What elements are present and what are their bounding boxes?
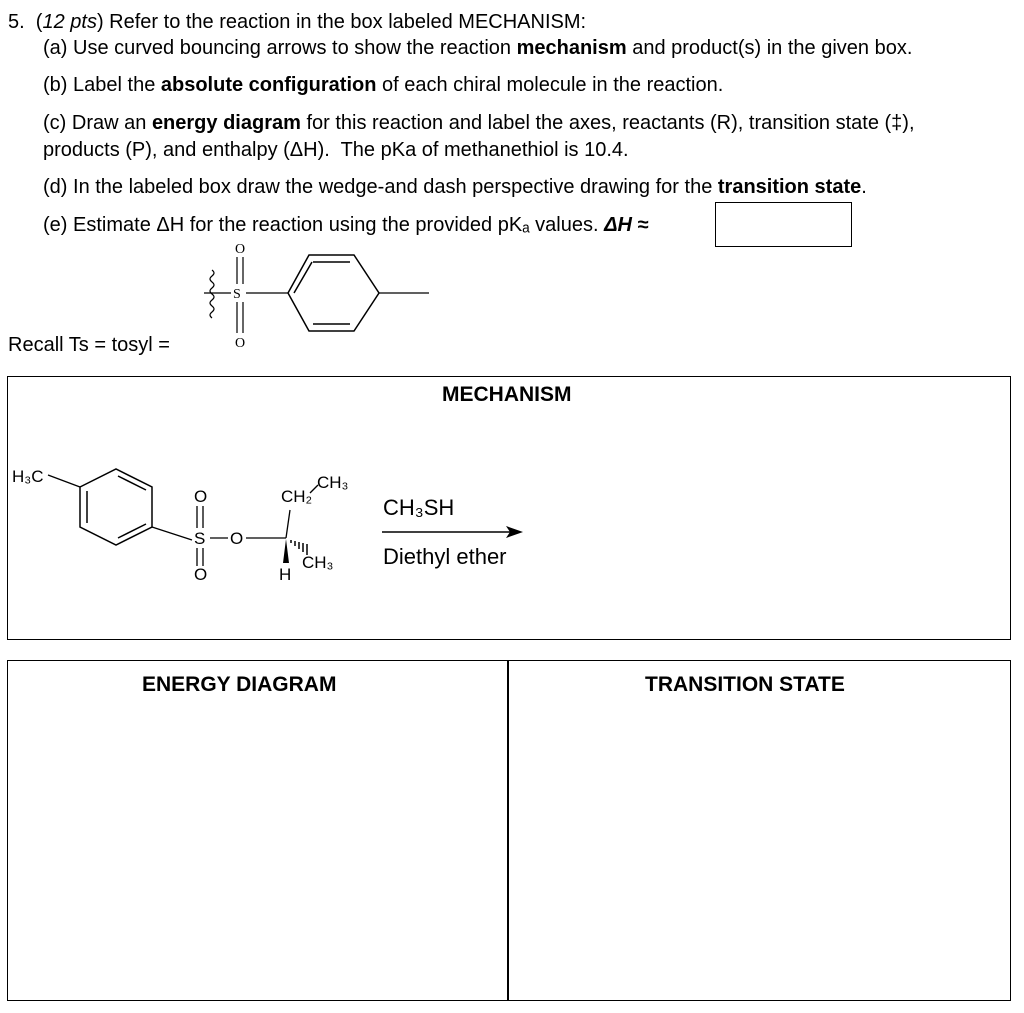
part-a-text-end: and product(s) in the given box. bbox=[632, 37, 913, 59]
part-a-label: (a) bbox=[43, 37, 68, 59]
reactant-ch2-label: CH₂ bbox=[281, 487, 313, 506]
wedge-bond-h bbox=[283, 539, 289, 563]
bond-ring-s bbox=[152, 527, 192, 540]
tosyl-wavy-bond bbox=[210, 270, 214, 318]
part-b-text-end: of each chiral molecule in the reaction. bbox=[382, 74, 724, 96]
energy-diagram-box[interactable] bbox=[7, 660, 509, 1001]
part-a-text: Use curved bouncing arrows to show the reaction bbox=[73, 37, 512, 59]
question-points: 12 pts bbox=[42, 11, 97, 33]
tosyl-benzene-ring bbox=[288, 255, 379, 331]
reactant-h-label: H bbox=[279, 565, 292, 584]
part-b-bold: absolute configuration bbox=[160, 74, 377, 96]
part-c-line2-text: products (P), and enthalpy (ΔH). bbox=[43, 139, 330, 161]
reagent-top: CH₃SH bbox=[383, 495, 455, 520]
reactant-structure bbox=[10, 455, 370, 585]
bond-h3c-ring bbox=[48, 475, 80, 487]
tosyl-recall-label: Recall Ts = tosyl = bbox=[8, 334, 170, 356]
part-a-bold: mechanism bbox=[516, 37, 627, 59]
part-d-text: In the labeled box draw the wedge-and dash perspective drawing for the bbox=[73, 176, 713, 198]
tosyl-atom-o-top: O bbox=[235, 242, 246, 257]
part-e-label: (e) bbox=[43, 214, 68, 236]
tosyl-structure bbox=[190, 240, 450, 350]
part-d-bold: transition state bbox=[717, 176, 862, 198]
delta-h-label: ΔH ≈ bbox=[604, 214, 649, 236]
reactant-benzene-ring bbox=[80, 469, 152, 545]
part-c-label: (c) bbox=[43, 112, 67, 134]
question-line: 5. (12 pts) Refer to the reaction in the box labeled MECHANISM: bbox=[8, 11, 587, 33]
part-c-bold: energy diagram bbox=[151, 112, 301, 134]
energy-diagram-title: ENERGY DIAGRAM bbox=[142, 673, 337, 696]
part-b-label: (b) bbox=[43, 74, 68, 96]
tosyl-atom-s: S bbox=[233, 287, 241, 302]
part-a bbox=[43, 36, 912, 60]
part-e-text: Estimate ΔH for the reaction using the provided pKₐ values. bbox=[73, 214, 599, 236]
transition-state-title: TRANSITION STATE bbox=[645, 673, 845, 696]
part-d-label: (d) bbox=[43, 176, 68, 198]
part-d-period: . bbox=[861, 176, 867, 198]
tosyl-atom-o-bottom: O bbox=[235, 336, 246, 351]
reactant-h3c-label: H₃C bbox=[12, 467, 44, 486]
part-b bbox=[43, 73, 723, 97]
part-d bbox=[43, 175, 867, 199]
reactant-atom-o-link: O bbox=[230, 529, 244, 548]
part-c bbox=[43, 111, 915, 135]
transition-state-box[interactable] bbox=[507, 660, 1011, 1001]
part-c-pka-text: The pKa of methanethiol is 10.4. bbox=[340, 139, 629, 161]
part-e bbox=[43, 213, 649, 237]
reactant-atom-o-top: O bbox=[194, 487, 208, 506]
reactant-atom-o-bottom: O bbox=[194, 565, 208, 584]
reactant-ch3-right-label: CH₃ bbox=[302, 553, 334, 572]
reactant-ch3-top-label: CH₃ bbox=[317, 473, 349, 492]
reaction-arrow bbox=[382, 522, 532, 542]
part-b-text: Label the bbox=[73, 74, 156, 96]
question-number: 5. bbox=[8, 11, 25, 33]
part-c-text-end: for this reaction and label the axes, reactants (R), transition state (‡), bbox=[306, 112, 915, 134]
reagent-bottom: Diethyl ether bbox=[383, 544, 507, 569]
mechanism-title: MECHANISM bbox=[442, 383, 572, 406]
question-intro: Refer to the reaction in the box labeled MECHANISM: bbox=[109, 11, 587, 33]
part-c-text: Draw an bbox=[71, 112, 147, 134]
delta-h-answer-box[interactable] bbox=[715, 202, 852, 247]
bond-chiral-c-ch2 bbox=[286, 510, 290, 538]
part-c-line2 bbox=[43, 138, 629, 162]
reactant-atom-s: S bbox=[194, 529, 206, 548]
